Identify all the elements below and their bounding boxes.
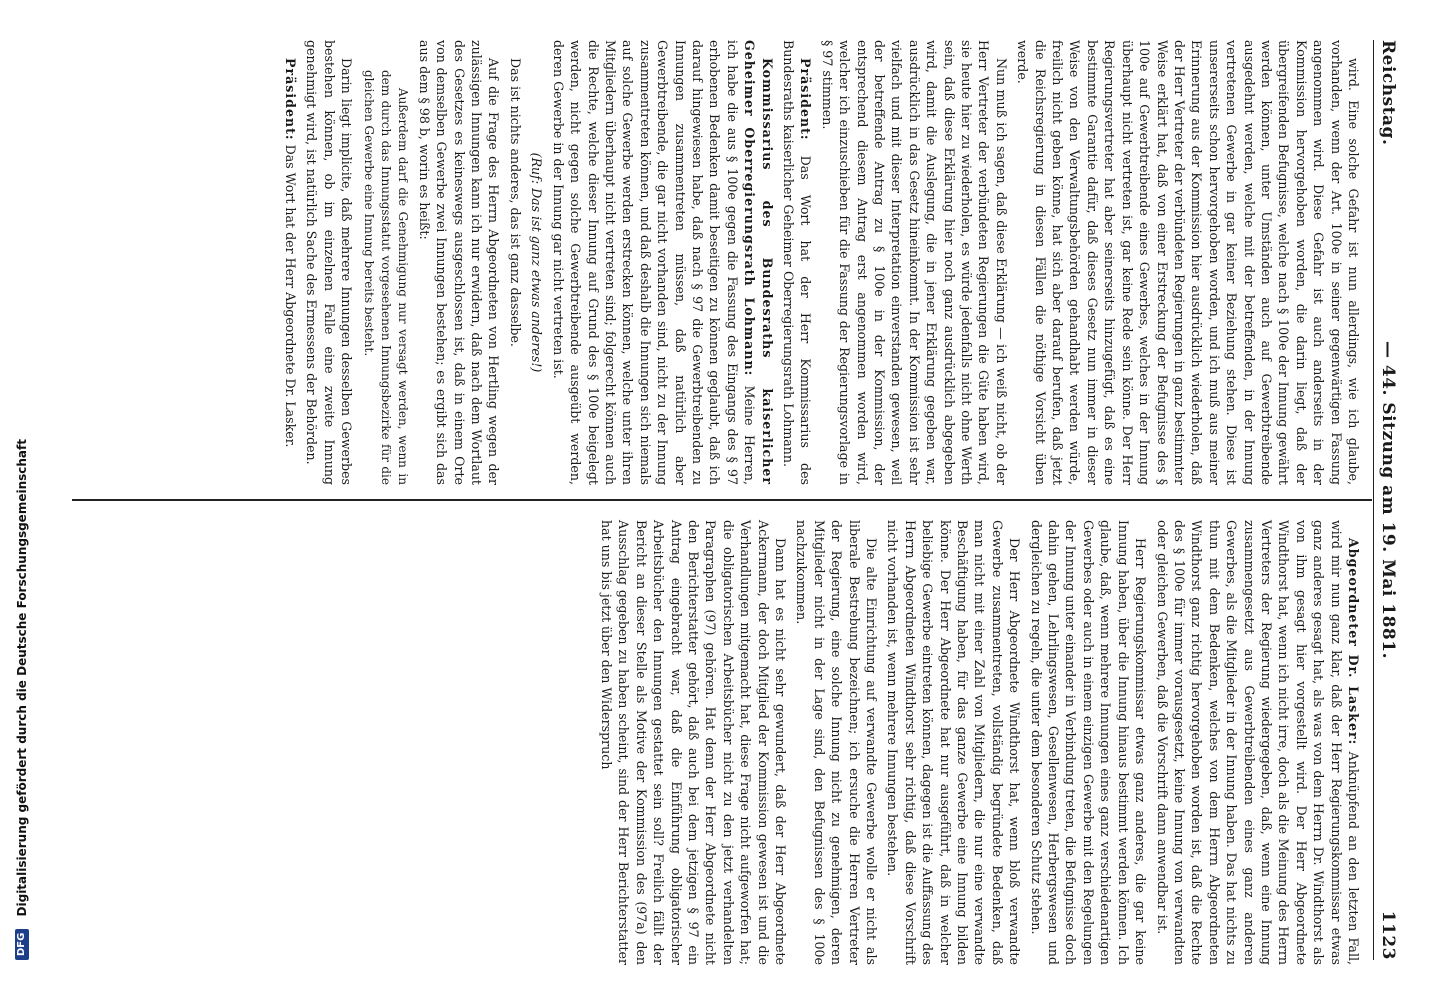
body-paragraph: wird. Eine solche Gefahr ist nun allerdings, wie ich glaube, vorhanden, wenn der Art. 100e in seiner gegenwärtigen Fassung angenommen wird. Diese Gefahr ist auch anderseits in der Kommission hervorgehoben worden, die darin liegt, daß der übergreifenden Befugnisse, welche nach § 100e der Innung gewährt werden können, unter Umständen auch auf Gewerbtreibende ausgedehnt werden, welche mit der betreffenden, in der Innung vertretenen Gewerbe in gar keiner Beziehung stehen. Diese ist unsererseits schon hervorgehoben worden, und ich muß aus meiner Erinnerung aus der Kommission hier ausdrücklich wiederholen, daß der Herr Vertreter der verbündeten Regierungen in ganz bestimmter Weise erklärt hat, daß von einer Erstreckung der Befugnisse des § 100e auf Gewerbtreibende eines Gewerbes, welches in der Innung überhaupt nicht vertreten ist, gar keine Rede sein könne. Der Herr Regierungsvertreter hat aber seinerseits hinzugefügt, daß es eine bestimmte Garantie dafür, daß dieses Gesetz nun immer in dieser Weise von den Verwaltungsbehörden gehandhabt werden würde, freilich nicht geben könne, hat sich aber darauf berufen, daß jetzt die Reichsregierung in diesen Fällen die nöthige Vorsicht üben werde. — [1015, 40, 1361, 485]
body-paragraph: Die alte Einrichtung auf verwandte Gewerbe wolle er nicht als liberale Bestrebung bezeichnen; ich ersuche die Herren Vertreter der Regierung, eine solche Innung nicht zu genehmigen, deren Mitglieder nicht in der Lage sind, den Befugnissen des § 100e nachzukommen. — [794, 520, 880, 965]
speech-text: Anknüpfend an den letzten Fall, wird mir nun ganz klar, daß der Herr Regierungskommissar etwas ganz anderes gesagt hat, als was von dem Herrn Dr. Windthorst als von ihm gesagt hier vorgestellt wird. Der Herr Abgeordnete Windthorst hat, wenn ich nicht irre, doch als die Meinung des Herrn Vertreters der Regierung wiedergegeben, daß, wenn eine Innung zusammengesetzt aus Gewerbtreibenden eines ganz anderen Gewerbes, als die Mitglieder in der Innung haben. Das hat nichts zu thun mit dem Bedenken, welches von dem Herrn Abgeordneten Windthorst ganz richtig hervorgehoben worden ist, daß die Rechte des § 100e für immer vorausgesetzt, keine Innung von verwandten oder gleichen Gewerben, daß die Vorschrift dann anwendbar ist. — [1154, 520, 1361, 965]
speech-paragraph — [1153, 520, 1362, 965]
body-paragraph: Darin liegt implicite, daß mehrere Innungen desselben Gewerbes bestehen können, ob im einzelnen Falle eine zweite Innung genehmigt wird, ist natürlich Sache des Ermessens der Behörden. — [304, 40, 355, 485]
running-header — [1373, 40, 1404, 960]
speech-text: Das Wort hat der Herr Abgeordnete Dr. Lasker. — [283, 140, 299, 448]
header-session: — 44. Sitzung am 19. Mai 1881. — [1378, 340, 1398, 660]
speech-paragraph — [549, 40, 775, 485]
speaker-name: Präsident: — [283, 58, 299, 141]
body-paragraph: Herr Regierungskommissar etwas ganz anderes, die gar keine Innung haben, über die Innung hinaus bestimmt werden können. Ich glaube, daß, wenn mehrere Innungen eines ganz verschiedenartigen Gewerbes oder auch in einem einzigen Gewerbe mit den Regelungen der Innung unter einander in Verbindung treten, die Befugnisse doch dahin gehen, Lehrlingswesen, Gesellenwesen, Herbergswesen und dergleichen zu regeln, die unter dem besonderen Schutz stehen. — [1028, 520, 1149, 965]
digitization-credit — [14, 0, 32, 1000]
speech-text: Meine Herren, ich habe die aus § 100e gegen die Fassung des Eingangs des § 97 erhobenen Bedenken damit beseitigen zu können geglaubt, daß ich darauf hingewiesen habe, daß nach § 97 die Gewerbtreibenden zu Innungen zusammentreten müssen, daß natürlich aber Gewerbtreibende, die gar nicht vorhanden sind, nicht zu der Innung zusammentreten können, und daß deshalb die Innungen sich niemals auf solche Gewerbe werden erstrecken können, welche unter ihren Mitgliedern überhaupt nicht vertreten sind; folgerecht können auch die Rechte, welche dieser Innung auf Grund des § 100e beigelegt werden, nicht gegen solche Gewerbtreibende ausgeübt werden, deren Gewerbe in der Innung gar nicht vertreten ist. — [550, 40, 758, 485]
dfg-logo: DFG — [15, 929, 29, 960]
speech-paragraph — [282, 40, 299, 485]
speaker-name: Abgeordneter Dr. Lasker: — [1346, 538, 1361, 746]
right-column — [302, 520, 1362, 965]
speech-text: Das Wort hat der Herr Kommissarius des Bundesraths kaiserlicher Geheimer Oberregierungsrath Lohmann. — [781, 40, 814, 485]
speaker-name: Kommissarius des Bundesraths kaiserlicher Geheimer Oberregierungsrath Lohmann: — [742, 40, 775, 485]
column-divider — [72, 499, 1372, 501]
speaker-name: Präsident: — [798, 58, 814, 141]
left-column — [283, 40, 1362, 485]
body-paragraph: Auf die Frage des Herrn Abgeordneten von Hertling wegen der zulässigen Innungen kann ich nur erwidern, daß nach dem Wortlaut des Gesetzes es keineswegs ausgeschlossen ist, daß in einem Orte von demselben Gewerbe zwei Innungen bestehen; es ergibt sich das aus dem § 98 b, worin es heißt: — [416, 40, 502, 485]
interjection: (Ruf: Das ist ganz etwas anderes!) — [529, 152, 545, 373]
body-paragraph: Der Herr Abgeordnete Windthorst hat, wenn bloß verwandte Gewerbe zusammentreten, vollständig begründete Bedenken, daß man nicht mit einer Zahl von Mitgliedern, die nur eine verwandte Beschäftigung haben, für das ganze Gewerbe eine Innung bilden könne. Der Herr Abgeordnete hat nur ausgeführt, daß in welcher beliebige Gewerbe eintreten können, dagegen ist die Auffassung des Herrn Abgeordneten Windthorst sehr richtig, daß diese Vorschrift nicht vorhanden ist, wenn mehrere Innungen bestehen. — [885, 520, 1023, 965]
speech-paragraph — [780, 40, 815, 485]
body-paragraph: Nun muß ich sagen, daß diese Erklärung — ich weiß nicht, ob der Herr Vertreter der verbündeten Regierungen die Güte haben wird, sie heute hier zu wiederholen, es würde jedenfalls nicht ohne Werth sein, daß diese Erklärung hier noch ganz ausdrücklich abgegeben wird, damit die Auslegung, die in jener Erklärung gegeben war, ausdrücklich in das Gesetz hineinkommt. In der Kommission ist sehr vielfach und mit dieser Interpretation einverstanden gewesen, weil der betreffende Antrag zu § 100e in der Kommission, der entsprechend diesem Antrag erst angenommen worden wird, welcher ich einzuschieben für die Fassung der Regierungsvorlage in § 97 stimmen. — [819, 40, 1009, 485]
quoted-paragraph: Außerdem darf die Genehmigung nur versagt werden, wenn in dem durch das Innungsstatut vorgesehenen Innungsbezirke für die gleichen Gewerbe eine Innung bereits besteht. — [361, 70, 411, 485]
body-paragraph: Das ist nichts anderes, das ist ganz dasselbe. — [507, 58, 523, 347]
page-number: 1123 — [1378, 910, 1398, 960]
body-paragraph: Dann hat es nicht sehr gewundert, daß der Herr Abgeordnete Ackermann, der doch Mitglied der Kommission gewesen ist und die Verhandlungen mitgemacht hat, diese Frage nicht aufgeworfen hat; die obligatorischen Arbeitsbücher nicht zu den jetzt verhandelten Paragraphen (97) gehören. Hat denn der Herr Abgeordnete nicht den Berichterstatter gehört, daß auch bei dem jetzigen § 97 ein Antrag eingebracht war, daß die Einführung obligatorischer Arbeitsbücher den Innungen gestattet sein soll? Freilich fällt der Bericht an dieser Stelle als Motive der Kommission des (97a) den Ausschlag gegeben zu haben scheint, sind der Herr Berichterstatter hat uns bis jetzt über den Widerspruch — [598, 520, 788, 965]
header-publication: Reichstag. — [1378, 40, 1398, 146]
credit-text: Digitalisierung gefördert durch die Deutsche Forschungsgemeinschaft — [14, 439, 29, 917]
